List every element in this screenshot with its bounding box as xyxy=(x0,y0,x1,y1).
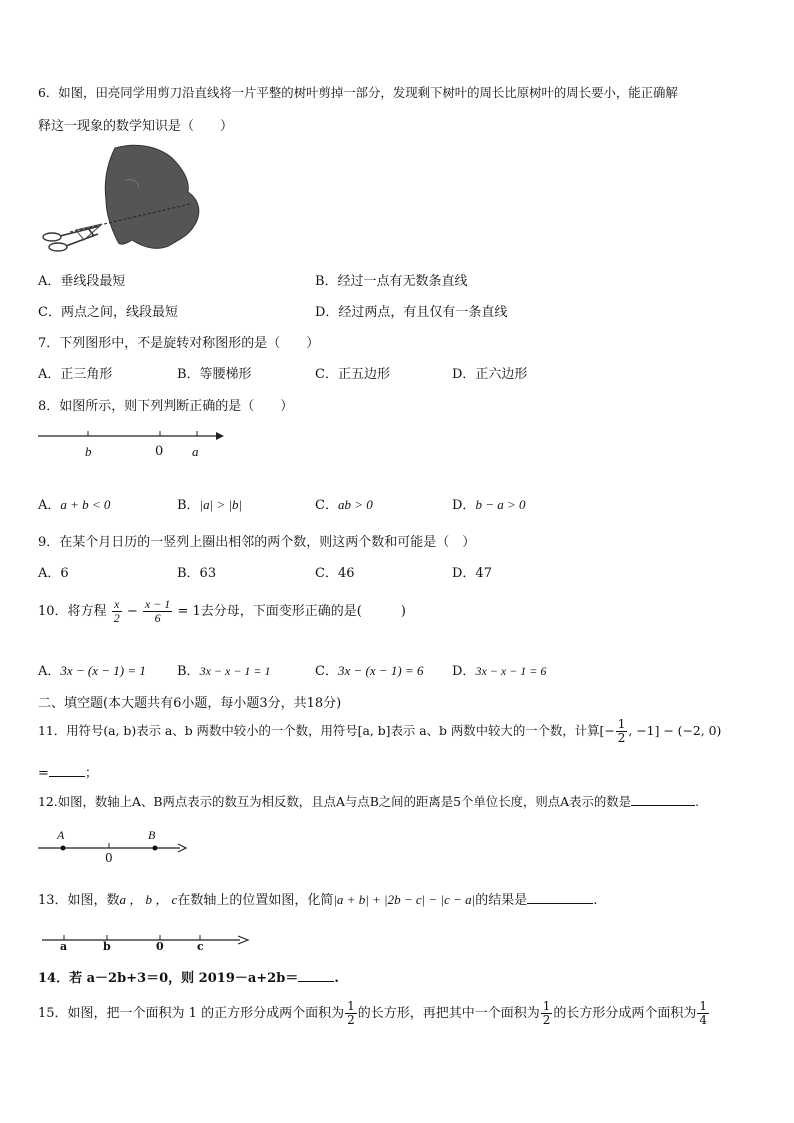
q6-stem-line1: 6．如图，田亮同学用剪刀沿直线将一片平整的树叶剪掉一部分，发现剩下树叶的周长比原树叶的周长要小，能正确解 xyxy=(38,85,678,100)
q10-option-a-expr: 3x − (x − 1) = 1 xyxy=(60,663,146,678)
q11-answer-line xyxy=(38,762,98,781)
q15-f3-den: 4 xyxy=(699,1013,708,1027)
q10-f1-num: x xyxy=(112,598,122,612)
q13-end: . xyxy=(593,893,598,908)
q14-stem xyxy=(38,967,339,986)
q8-axis-label-b: b xyxy=(85,444,92,459)
q10-fraction-1 xyxy=(112,598,122,625)
q13-pre: 13．如图，数 xyxy=(38,893,120,908)
q11-text2: , −1] − (−2, 0) xyxy=(628,723,722,738)
q13-post: 的结果是 xyxy=(475,893,528,908)
q13-axis-label-a: a xyxy=(60,940,68,953)
q7-option-a[interactable]: A．正三角形 xyxy=(38,367,113,382)
q13-answer-blank[interactable] xyxy=(527,891,593,904)
section-2-heading: 二、填空题(本大题共有6小题，每小题3分，共18分) xyxy=(38,696,342,711)
q8-option-b[interactable] xyxy=(177,494,242,513)
q8-number-line xyxy=(38,426,238,466)
q15-f1-num: 1 xyxy=(347,999,355,1013)
q12-answer-blank[interactable] xyxy=(631,793,695,806)
q9-option-b[interactable]: B．63 xyxy=(177,566,217,581)
q15-fraction-2 xyxy=(541,1000,553,1027)
q13-stem xyxy=(38,889,597,908)
q10-option-b[interactable] xyxy=(177,660,271,679)
q10-option-c-expr: 3x − (x − 1) = 6 xyxy=(337,663,424,678)
q15-f1-den: 2 xyxy=(347,1013,355,1027)
q13-vars: a ， b ， c xyxy=(119,892,178,907)
q10-minus: − xyxy=(126,604,138,619)
q12-stem xyxy=(38,792,699,810)
q8-option-c-letter: C． xyxy=(315,498,338,513)
q8-option-d-expr: b − a > 0 xyxy=(475,497,526,512)
q15-f2-num: 1 xyxy=(542,999,551,1013)
q8-option-a-expr: a + b < 0 xyxy=(60,497,111,512)
q15-mid: 的长方形，再把其中一个面积为 xyxy=(357,1006,540,1021)
q12-end: . xyxy=(695,794,700,809)
q8-option-a[interactable] xyxy=(38,494,110,513)
q10-stem xyxy=(38,598,406,625)
q12-axis-label-a: A xyxy=(57,828,65,842)
q6-option-d[interactable]: D．经过两点，有且仅有一条直线 xyxy=(315,305,508,320)
q14-text: 14．若 a－2b+3＝0，则 2019－a+2b＝ xyxy=(38,971,299,986)
q9-option-c[interactable]: C．46 xyxy=(315,566,355,581)
q8-stem: 8．如图所示，则下列判断正确的是（ ） xyxy=(38,399,294,414)
q13-axis-label-b: b xyxy=(103,940,111,953)
q8-axis-label-a: a xyxy=(192,444,199,459)
q12-text: 12.如图，数轴上A、B两点表示的数互为相反数，且点A与点B之间的距离是5个单位长度，则点A表示的数是 xyxy=(38,794,632,809)
q8-option-b-letter: B． xyxy=(177,498,200,513)
q14-end: . xyxy=(334,971,339,986)
q15-stem xyxy=(38,1000,710,1027)
q10-option-d-letter: D． xyxy=(452,664,476,679)
q15-f2-den: 2 xyxy=(542,1013,551,1027)
q11-semicolon: ； xyxy=(84,766,98,781)
q11-answer-blank[interactable] xyxy=(49,764,85,777)
q10-option-b-expr: 3x − x − 1 = 1 xyxy=(199,664,271,678)
q8-option-a-letter: A． xyxy=(38,498,61,513)
q10-option-c[interactable] xyxy=(315,660,423,679)
q10-option-a-letter: A． xyxy=(38,664,61,679)
q15-fraction-1 xyxy=(345,1000,357,1027)
q8-option-d-letter: D． xyxy=(452,498,476,513)
q13-number-line xyxy=(42,932,262,962)
q11-frac-den: 2 xyxy=(617,731,626,745)
q6-option-c[interactable]: C．两点之间，线段最短 xyxy=(38,305,178,320)
q10-option-a[interactable] xyxy=(38,660,146,679)
q13-expr: |a + b| + |2b − c| − |c − a| xyxy=(333,892,476,907)
q10-option-c-letter: C． xyxy=(315,664,338,679)
q13-mid: 在数轴上的位置如图，化简 xyxy=(177,893,334,908)
q15-fraction-3 xyxy=(697,1000,709,1027)
q10-option-b-letter: B． xyxy=(177,664,200,679)
q10-fraction-2 xyxy=(143,598,172,625)
q7-option-d[interactable]: D．正六边形 xyxy=(452,367,528,382)
q7-option-c[interactable]: C．正五边形 xyxy=(315,367,390,382)
q10-option-d-expr: 3x − x − 1 = 6 xyxy=(475,664,547,678)
q11-frac-num: 1 xyxy=(617,717,626,731)
q10-f2-num: x − 1 xyxy=(144,597,171,611)
q13-axis-label-c: c xyxy=(197,940,204,953)
q12-axis-label-0: 0 xyxy=(105,851,113,865)
q10-f1-den: 2 xyxy=(113,611,120,625)
q8-option-c[interactable] xyxy=(315,494,373,513)
q7-stem: 7．下列图形中，不是旋转对称图形的是（ ） xyxy=(38,336,320,351)
q15-pre: 15．如图，把一个面积为 1 的正方形分成两个面积为 xyxy=(38,1006,345,1021)
q7-option-b[interactable]: B．等腰梯形 xyxy=(177,367,252,382)
q10-f2-den: 6 xyxy=(154,611,161,625)
q10-option-d[interactable] xyxy=(452,660,546,679)
q6-option-a[interactable]: A．垂线段最短 xyxy=(38,274,126,289)
q12-axis-label-b: B xyxy=(148,828,156,842)
leaf-scissors-image xyxy=(40,140,210,270)
q6-option-b[interactable]: B．经过一点有无数条直线 xyxy=(315,274,468,289)
q11-text: 11．用符号(a, b)表示 a、b 两数中较小的一个数，用符号[a, b]表示 a、b 两数中较大的一个数，计算[− xyxy=(38,723,615,738)
q11-fraction xyxy=(616,718,628,745)
q8-option-d[interactable] xyxy=(452,494,525,513)
q9-stem: 9．在某个月日历的一竖列上圈出相邻的两个数，则这两个数和可能是（ ） xyxy=(38,535,476,550)
q13-axis-label-0: 0 xyxy=(156,940,164,953)
q8-axis-label-0: 0 xyxy=(155,444,164,459)
q6-stem-line2: 释这一现象的数学知识是（ ） xyxy=(38,119,234,134)
q11-stem xyxy=(38,718,721,745)
q14-answer-blank[interactable] xyxy=(298,969,334,982)
q8-option-c-expr: ab > 0 xyxy=(337,497,373,512)
q10-stem-post: = 1去分母，下面变形正确的是( ) xyxy=(177,604,406,619)
q15-f3-num: 1 xyxy=(699,999,708,1013)
q9-option-a[interactable]: A．6 xyxy=(38,566,69,581)
q10-stem-pre: 10．将方程 xyxy=(38,604,107,619)
q11-equals: = xyxy=(38,766,49,781)
q15-post: 的长方形分成两个面积为 xyxy=(553,1006,697,1021)
q9-option-d[interactable]: D．47 xyxy=(452,566,492,581)
q8-option-b-expr: |a| > |b| xyxy=(199,497,243,512)
